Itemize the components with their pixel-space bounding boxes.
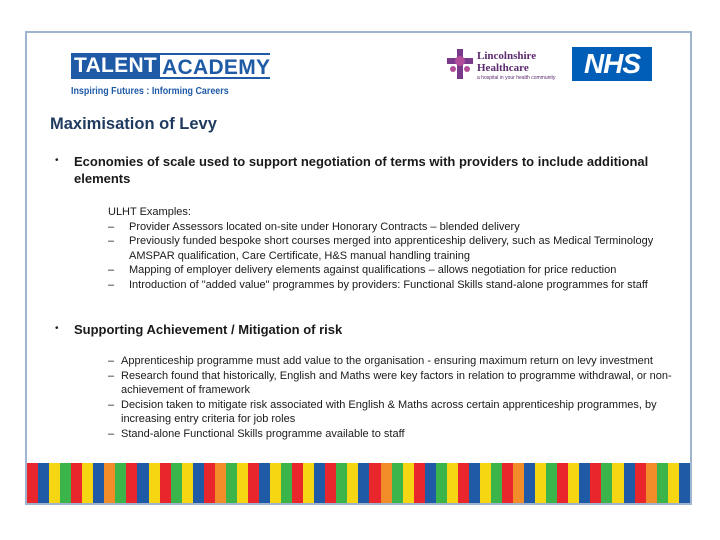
color-bar-segment: [524, 463, 535, 505]
talent-academy-tagline: Inspiring Futures : Informing Careers: [71, 85, 229, 97]
color-bar-segment: [646, 463, 657, 505]
talent-academy-wordmark: [71, 53, 271, 79]
color-bar-segment: [60, 463, 71, 505]
lincolnshire-healthcare-logo: [447, 49, 565, 83]
color-bar-segment: [193, 463, 204, 505]
color-bar-segment: [381, 463, 392, 505]
color-bar-segment: [336, 463, 347, 505]
dash-marker: –: [108, 220, 115, 233]
ulht-examples: [108, 205, 678, 292]
color-bar-segment: [480, 463, 491, 505]
color-bar-segment: [668, 463, 679, 505]
dash-marker: –: [108, 264, 115, 276]
achievement-text: Apprenticeship programme must add value to the organisation - ensuring maximum return on levy investment: [121, 355, 653, 367]
color-bar-segment: [27, 463, 38, 505]
color-bar-segment: [115, 463, 126, 505]
talent-academy-logo: [71, 53, 271, 101]
color-bar-segment: [535, 463, 546, 505]
color-bar-segment: [557, 463, 568, 505]
lincolnshire-cross-icon: [447, 49, 473, 79]
color-bar-segment: [469, 463, 480, 505]
color-bar-segment: [226, 463, 237, 505]
color-bar-segment: [568, 463, 579, 505]
color-bar-segment: [491, 463, 502, 505]
achievement-text: Decision taken to mitigate risk associated with English & Maths across certain apprenticeship programmes, by increasing entry criteria for job roles: [121, 398, 657, 425]
color-bar-segment: [325, 463, 336, 505]
color-bar-segment: [369, 463, 380, 505]
achievement-item: [108, 369, 686, 398]
color-bar-segment: [612, 463, 623, 505]
color-bar-segment: [215, 463, 226, 505]
slide-title: Maximisation of Levy: [50, 115, 217, 133]
color-bar-segment: [447, 463, 458, 505]
ulht-example-item: [108, 278, 678, 293]
achievement-details: [108, 354, 686, 441]
color-bar-segment: [657, 463, 668, 505]
ulht-example-text: Previously funded bespoke short courses merged into apprenticeship delivery, such as Medical Terminology AMSPAR qualification, Care Certificate, H&S manual handling training: [129, 235, 654, 262]
color-bar-segment: [38, 463, 49, 505]
color-bar-segment: [590, 463, 601, 505]
color-bar-segment: [358, 463, 369, 505]
bullet-marker: •: [55, 323, 59, 334]
color-bar-segment: [635, 463, 646, 505]
color-bar-segment: [303, 463, 314, 505]
color-bar-segment: [292, 463, 303, 505]
dash-marker: –: [108, 398, 115, 411]
bullet-achievement-text: Supporting Achievement / Mitigation of risk: [74, 322, 343, 337]
dash-marker: –: [108, 369, 115, 382]
color-bar-segment: [314, 463, 325, 505]
color-bar-segment: [71, 463, 82, 505]
color-bar-segment: [49, 463, 60, 505]
color-bar-segment: [425, 463, 436, 505]
slide-frame: [25, 31, 692, 505]
bullet-marker: •: [55, 155, 59, 166]
color-bar-segment: [347, 463, 358, 505]
color-bar-segment: [579, 463, 590, 505]
achievement-item: [108, 354, 686, 369]
color-bar-segment: [82, 463, 93, 505]
color-bar-segment: [403, 463, 414, 505]
achievement-text: Stand-alone Functional Skills programme available to staff: [121, 427, 405, 440]
color-bar-segment: [237, 463, 248, 505]
color-bar-segment: [171, 463, 182, 505]
color-bar-segment: [248, 463, 259, 505]
color-bar-segment: [93, 463, 104, 505]
lincolnshire-name-line2: Healthcare: [477, 62, 529, 74]
color-bar-segment: [624, 463, 635, 505]
color-bar-segment: [679, 463, 690, 505]
achievement-text: Research found that historically, English and Maths were key factors in relation to programme withdrawal, or non-achievement of framework: [121, 369, 672, 396]
lincolnshire-subline: a hospital in your health community: [477, 75, 556, 81]
dash-marker: –: [108, 235, 115, 247]
color-bar-segment: [270, 463, 281, 505]
ulht-examples-list: [108, 220, 678, 293]
ulht-example-text: Provider Assessors located on-site under Honorary Contracts – blended delivery: [129, 220, 520, 233]
color-bar-segment: [281, 463, 292, 505]
dash-marker: –: [108, 427, 115, 440]
nhs-logo: NHS: [572, 47, 652, 81]
lincolnshire-name-line1: Lincolnshire: [477, 50, 537, 62]
color-bar-segment: [182, 463, 193, 505]
color-bar-segment: [502, 463, 513, 505]
color-bar-segment: [513, 463, 524, 505]
ulht-example-item: [108, 220, 678, 235]
color-bar-segment: [104, 463, 115, 505]
talent-word: TALENT: [71, 53, 160, 79]
color-bar-segment: [160, 463, 171, 505]
ulht-example-item: [108, 234, 678, 263]
color-bar-segment: [137, 463, 148, 505]
color-bar-segment: [546, 463, 557, 505]
color-bar-segment: [259, 463, 270, 505]
dash-marker: –: [108, 278, 115, 291]
color-bar-segment: [601, 463, 612, 505]
decorative-color-bar: [27, 463, 690, 505]
color-bar-segment: [436, 463, 447, 505]
color-bar-segment: [392, 463, 403, 505]
bullet-economies-text: Economies of scale used to support negotiation of terms with providers to include additional elements: [74, 154, 649, 186]
achievement-item: [108, 427, 686, 442]
achievement-list: [108, 354, 686, 441]
color-bar-segment: [149, 463, 160, 505]
achievement-item: [108, 398, 686, 427]
ulht-example-text: Introduction of "added value" programmes by providers: Functional Skills stand-alone programmes for staff: [129, 278, 648, 291]
color-bar-segment: [126, 463, 137, 505]
ulht-example-item: [108, 263, 678, 278]
dash-marker: –: [108, 355, 115, 367]
color-bar-segment: [414, 463, 425, 505]
color-bar-segment: [204, 463, 215, 505]
color-bar-segment: [458, 463, 469, 505]
lincolnshire-name: [477, 50, 536, 74]
academy-word: ACADEMY: [160, 53, 270, 79]
ulht-examples-intro: ULHT Examples:: [108, 206, 191, 218]
ulht-example-text: Mapping of employer delivery elements against qualifications – allows negotiation for price reduction: [129, 264, 617, 276]
